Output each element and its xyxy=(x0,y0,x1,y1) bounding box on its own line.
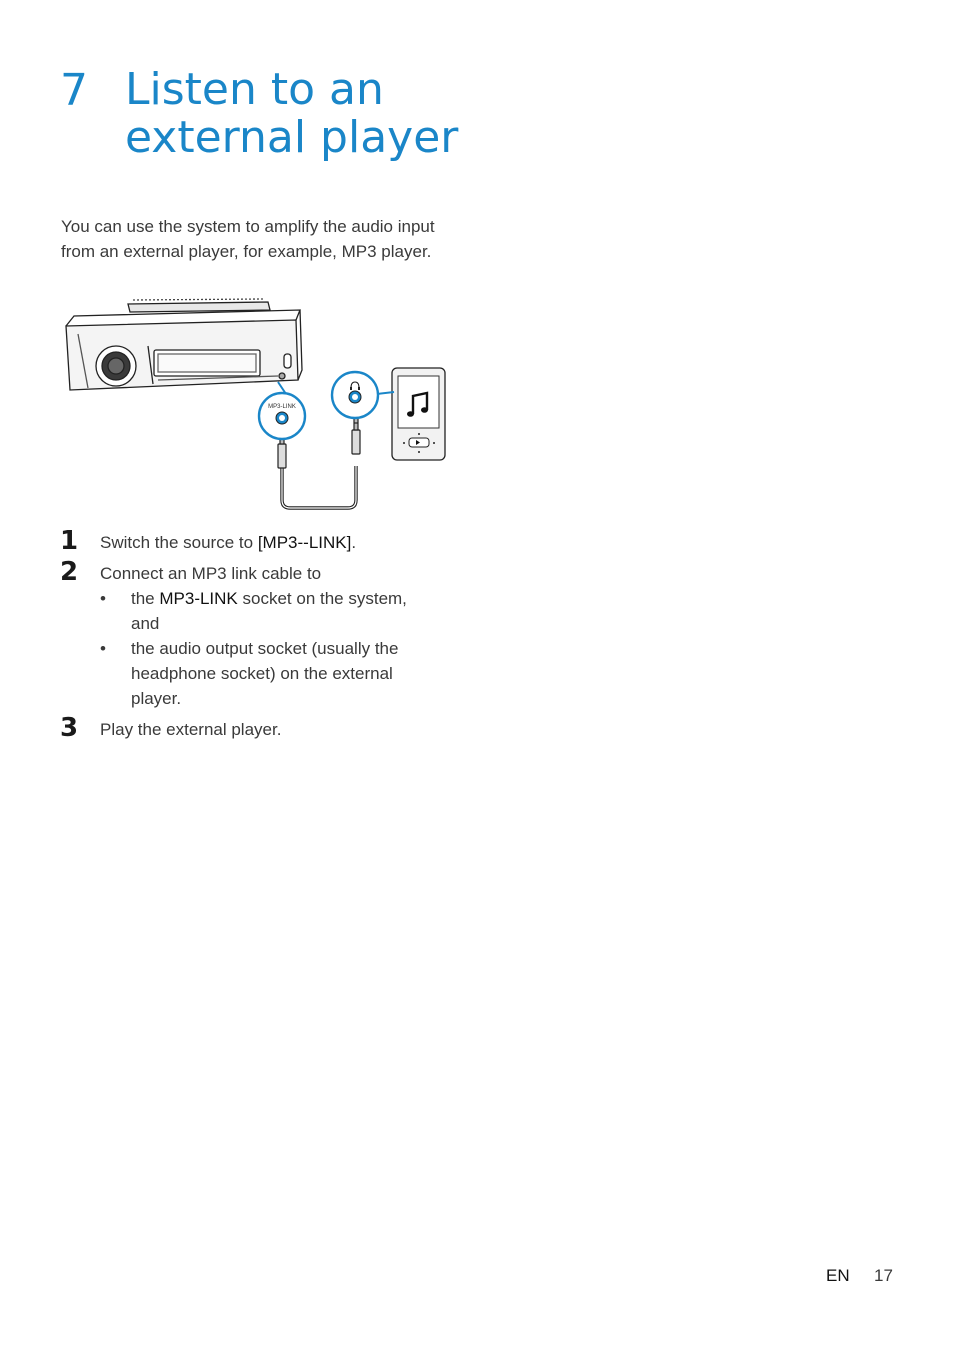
car-stereo-illustration xyxy=(66,299,302,390)
mp3-player-illustration xyxy=(392,368,445,460)
intro-paragraph: You can use the system to amplify the audio input from an external player, for example, MP3 player. xyxy=(61,217,435,261)
cable-plug-right xyxy=(352,414,360,454)
step-text-end: . xyxy=(351,533,357,552)
step-1 xyxy=(60,526,460,561)
step-2-sublist xyxy=(100,586,460,711)
list-item xyxy=(100,586,431,636)
sub-item-text: the xyxy=(131,589,160,608)
step-text: Switch the source to xyxy=(100,533,258,552)
page-number: 17 xyxy=(874,1266,893,1285)
step-number: 3 xyxy=(60,713,79,743)
footer-language: EN xyxy=(826,1266,850,1285)
step-number: 2 xyxy=(60,557,79,587)
step-number: 1 xyxy=(60,526,79,556)
mp3-link-label: MP3-LINK xyxy=(268,404,296,410)
connection-illustration xyxy=(58,296,450,512)
steps-list xyxy=(60,526,460,743)
source-keyword: [MP3--LINK] xyxy=(257,533,352,552)
mp3-link-cable xyxy=(282,466,356,508)
step-3 xyxy=(60,713,460,743)
step-text: Play the external player. xyxy=(100,720,282,739)
page-title: Listen to an external player xyxy=(125,64,459,163)
sub-item-text-end: socket on the system, and xyxy=(131,589,407,633)
sub-item-text: the audio output socket (usually the headphone socket) on the external player. xyxy=(131,639,399,708)
bullet: • xyxy=(100,589,106,608)
list-item xyxy=(100,636,431,711)
socket-keyword: MP3-LINK xyxy=(159,589,238,608)
step-2 xyxy=(60,557,460,711)
chapter-number: 7 xyxy=(60,65,88,116)
bullet: • xyxy=(100,639,106,658)
step-text: Connect an MP3 link cable to xyxy=(100,564,322,583)
